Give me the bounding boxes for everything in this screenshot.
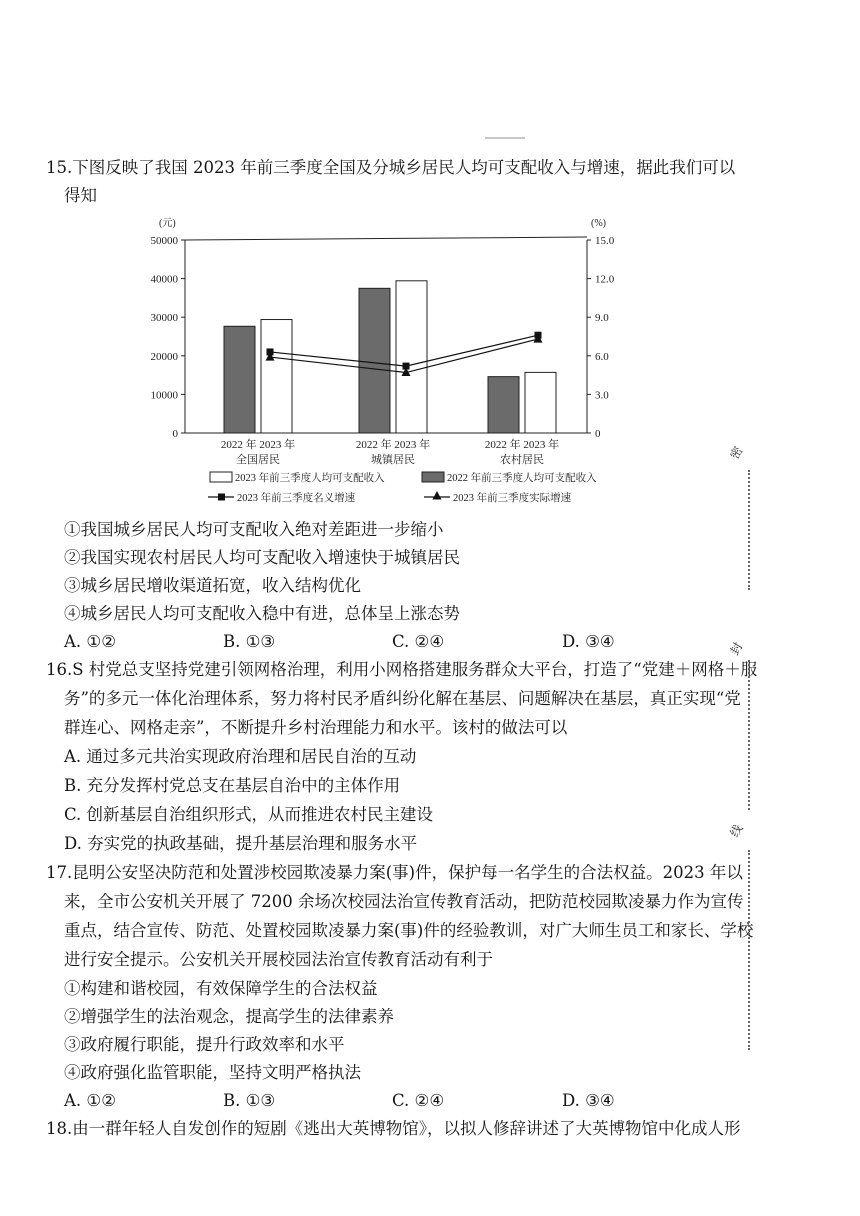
x-category-label: 城镇居民 bbox=[371, 454, 415, 466]
x-category-label: 全国居民 bbox=[236, 454, 280, 466]
q15-statement-3: ③城乡居民增收渠道拓宽，收入结构优化 bbox=[64, 576, 361, 595]
bar-2022 bbox=[224, 326, 255, 433]
q16-option-c[interactable]: C. 创新基层自治组织形式，从而推进农村民主建设 bbox=[64, 805, 434, 824]
legend-swatch-2022-bar bbox=[422, 472, 444, 482]
left-tick-label: 0 bbox=[172, 428, 178, 440]
q17-stem-line-1: 17.昆明公安坚决防范和处置涉校园欺凌暴力案(事)件，保护每一名学生的合法权益。2023 年以 bbox=[46, 863, 743, 882]
x-tick-years: 2022 年 2023 年 bbox=[220, 439, 296, 451]
q15-choice-c[interactable]: C. ②④ bbox=[392, 632, 445, 651]
q15-stem-line-1: 15.下图反映了我国 2023 年前三季度全国及分城乡居民人均可支配收入与增速，据此我们可以 bbox=[46, 158, 736, 177]
legend-label-2023-bar: 2023 年前三季度人均可支配收入 bbox=[235, 473, 385, 484]
legend-label-nominal: 2023 年前三季度名义增速 bbox=[237, 493, 356, 504]
q17-stem-line-2: 来，全市公安机关开展了 7200 余场次校园法治宣传教育活动，把防范校园欺凌暴力作为宣传 bbox=[64, 892, 744, 911]
income-chart bbox=[140, 213, 620, 513]
q17-choice-b[interactable]: B. ①③ bbox=[223, 1091, 276, 1110]
left-tick-label: 50000 bbox=[150, 235, 178, 247]
legend-swatch-2023-bar bbox=[210, 472, 232, 482]
q16-stem-line-2: 务”的多元一体化治理体系，努力将村民矛盾纠纷化解在基层、问题解决在基层，真正实现“党 bbox=[64, 689, 741, 708]
scan-smudge bbox=[485, 137, 525, 139]
x-tick-years: 2022 年 2023 年 bbox=[355, 439, 431, 451]
q17-choice-c[interactable]: C. ②④ bbox=[392, 1091, 445, 1110]
q15-choice-b[interactable]: B. ①③ bbox=[223, 632, 276, 651]
x-category-label: 农村居民 bbox=[500, 454, 544, 466]
q17-statement-2: ②增强学生的法治观念，提高学生的法律素养 bbox=[64, 1007, 394, 1026]
q17-stem-line-4: 进行安全提示。公安机关开展校园法治宣传教育活动有利于 bbox=[64, 950, 493, 969]
q15-statement-2: ②我国实现农村居民人均可支配收入增速快于城镇居民 bbox=[64, 548, 460, 567]
q17-choice-d[interactable]: D. ③④ bbox=[562, 1091, 615, 1110]
q15-choice-d[interactable]: D. ③④ bbox=[562, 632, 615, 651]
q17-statement-3: ③政府履行职能，提升行政效率和水平 bbox=[64, 1035, 345, 1054]
bar-2023 bbox=[261, 320, 292, 433]
legend-label-real: 2023 年前三季度实际增速 bbox=[453, 493, 572, 504]
q15-statement-4: ④城乡居民人均可支配收入稳中有进，总体呈上涨态势 bbox=[64, 604, 460, 623]
q15-statement-1: ①我国城乡居民人均可支配收入绝对差距进一步缩小 bbox=[64, 520, 444, 539]
bar-2023 bbox=[525, 372, 556, 433]
right-unit-label: (%) bbox=[591, 218, 606, 229]
right-tick-label: 3.0 bbox=[595, 389, 609, 402]
bar-2022 bbox=[359, 288, 390, 433]
q17-statement-1: ①构建和谐校园，有效保障学生的合法权益 bbox=[64, 979, 378, 998]
q15-stem-line-2: 得知 bbox=[64, 186, 97, 205]
left-tick-label: 40000 bbox=[150, 273, 178, 286]
seal-mark-feng: 封 bbox=[727, 640, 746, 658]
left-tick-label: 20000 bbox=[150, 350, 178, 363]
q16-stem-line-3: 群连心、网格走亲”，不断提升乡村治理能力和水平。该村的做法可以 bbox=[64, 718, 568, 737]
q17-statement-4: ④政府强化监管职能，坚持文明严格执法 bbox=[64, 1063, 361, 1082]
q16-stem-line-1: 16.S 村党总支坚持党建引领网格治理，利用小网格搭建服务群众大平台，打造了“党建＋网格＋服 bbox=[46, 660, 758, 679]
q16-option-b[interactable]: B. 充分发挥村党总支在基层自治中的主体作用 bbox=[64, 776, 401, 795]
seal-dotted-line-1 bbox=[748, 470, 752, 590]
q16-option-a[interactable]: A. 通过多元共治实现政府治理和居民自治的互动 bbox=[64, 747, 417, 766]
right-tick-label: 0 bbox=[595, 428, 601, 440]
legend-swatch-real-marker bbox=[433, 491, 442, 500]
bar-2023 bbox=[396, 281, 427, 433]
left-tick-label: 10000 bbox=[150, 389, 178, 402]
right-tick-label: 15.0 bbox=[595, 235, 615, 247]
q17-stem-line-3: 重点，结合宣传、防范、处置校园欺凌暴力案(事)件的经验教训，对广大师生员工和家长、学校 bbox=[64, 921, 754, 940]
seal-mark-xian: 线 bbox=[727, 822, 746, 840]
x-tick-years: 2022 年 2023 年 bbox=[484, 439, 560, 451]
bar-2022 bbox=[488, 377, 519, 433]
legend-swatch-nominal-marker bbox=[218, 494, 225, 501]
legend-label-2022-bar: 2022 年前三季度人均可支配收入 bbox=[447, 473, 597, 484]
q18-stem-line-1: 18.由一群年轻人自发创作的短剧《逃出大英博物馆》，以拟人修辞讲述了大英博物馆中化成人形 bbox=[46, 1119, 741, 1138]
q16-option-d[interactable]: D. 夯实党的执政基础，提升基层治理和服务水平 bbox=[64, 834, 418, 853]
q15-choice-a[interactable]: A. ①② bbox=[64, 632, 116, 651]
q17-choice-a[interactable]: A. ①② bbox=[64, 1091, 116, 1110]
left-unit-label: (元) bbox=[159, 218, 176, 229]
seal-dotted-line-3 bbox=[748, 850, 752, 1050]
left-tick-label: 30000 bbox=[150, 312, 178, 325]
right-tick-label: 6.0 bbox=[595, 350, 609, 363]
top-border bbox=[185, 237, 587, 240]
seal-dotted-line-2 bbox=[748, 660, 752, 810]
right-tick-label: 9.0 bbox=[595, 312, 609, 325]
seal-mark-mi: 密 bbox=[727, 444, 746, 462]
right-tick-label: 12.0 bbox=[595, 273, 615, 286]
